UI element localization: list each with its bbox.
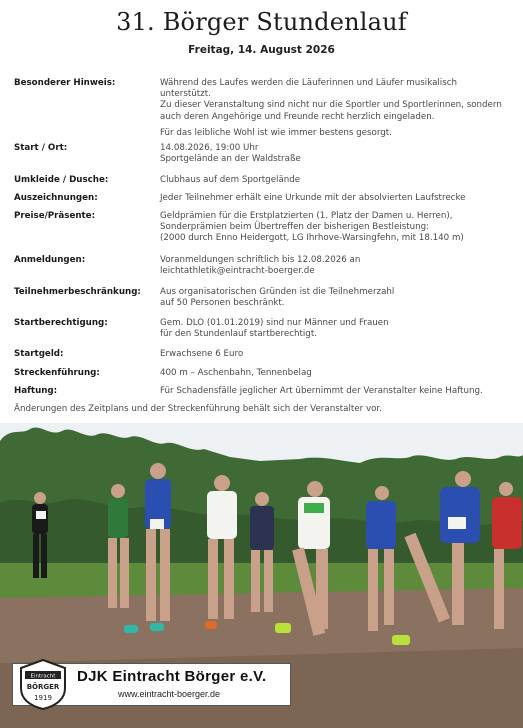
text-line: Gem. DLO (01.01.2019) sind nur Männer und Frauen [160,318,389,328]
info-label: Startberechtigung: [14,318,108,328]
info-value [160,143,510,165]
info-value [160,78,510,139]
info-label: Anmeldungen: [14,255,86,265]
club-logo-icon [17,658,69,710]
text-line: Während des Laufes werden die Läuferinnen und Läufer musikalisch unterstützt. [160,78,458,100]
info-label: Startgeld: [14,349,64,359]
club-banner [12,663,291,706]
info-value [160,368,510,379]
logo-text-top: Eintracht [30,673,56,680]
event-date: Freitag, 14. August 2026 [188,44,335,56]
info-value [160,386,510,397]
text-line: Aus organisatorischen Gründen ist die Teilnehmerzahl [160,287,395,297]
club-name: DJK Eintracht Börger e.V. [77,668,267,685]
logo-text-mid: BÖRGER [26,683,60,691]
text-line: auf 50 Personen beschränkt. [160,298,285,309]
info-value [160,349,510,360]
info-label: Streckenführung: [14,368,100,378]
info-table [14,78,510,404]
text-line: Jeder Teilnehmer erhält eine Urkunde mit der absolvierten Laufstrecke [160,193,466,203]
info-label: Umkleide / Dusche: [14,175,109,185]
info-label: Preise/Präsente: [14,211,96,221]
text-line: leichtathletik@eintracht-boerger.de [160,266,315,277]
info-label: Auszeichnungen: [14,193,98,203]
text-line: Sonderprämien beim Übertreffen der bisherigen Bestleistung: [160,222,430,233]
info-value [160,193,510,204]
info-row-preise [14,211,510,255]
text-line: auch deren Angehörige und Freunde recht herzlich eingeladen. [160,111,435,122]
text-line: 400 m – Aschenbahn, Tennenbelag [160,368,312,378]
text-line: Für Schadensfälle jeglicher Art übernimmt der Veranstalter keine Haftung. [160,386,483,396]
info-row-strecke [14,368,510,386]
info-row-hinweis [14,78,510,143]
info-row-start [14,143,510,175]
text-line: (2000 durch Enno Heidergott, LG Ihrhove-Warsingfehn, mit 18.140 m) [160,233,464,244]
logo-text-year: 1919 [34,694,52,702]
text-line: Für das leibliche Wohl ist wie immer bestens gesorgt. [160,127,392,138]
footnote: Änderungen des Zeitplans und der Streckenführung behält sich der Veranstalter vor. [14,404,382,414]
info-value [160,318,510,340]
text-line: Geldprämien für die Erstplatzierten (1. Platz der Damen u. Herren), [160,211,453,221]
text-line: für den Stundenlauf startberechtigt. [160,329,317,340]
text-line: Erwachsene 6 Euro [160,349,244,359]
info-value [160,287,510,309]
text-line: Voranmeldungen schriftlich bis 12.08.2026 an [160,255,361,265]
info-row-anmeldungen [14,255,510,287]
info-row-startgeld [14,349,510,368]
page-title: 31. Börger Stundenlauf [116,8,407,36]
info-row-umkleide [14,175,510,193]
club-website-link[interactable]: www.eintracht-boerger.de [118,689,221,699]
info-row-haftung [14,386,510,404]
info-label: Teilnehmerbeschränkung: [14,287,141,297]
info-label: Haftung: [14,386,58,396]
info-label: Start / Ort: [14,143,68,153]
info-row-auszeichnungen [14,193,510,211]
text-line: Clubhaus auf dem Sportgelände [160,175,301,185]
text-line: Sportgelände an der Waldstraße [160,154,301,165]
info-row-beschraenkung [14,287,510,318]
info-value [160,175,510,186]
info-label: Besonderer Hinweis: [14,78,116,88]
info-value [160,211,510,245]
info-row-berechtigung [14,318,510,349]
text-line: Zu dieser Veranstaltung sind nicht nur die Sportler und Sportlerinnen, sondern [160,100,502,111]
text-line: 14.08.2026, 19:00 Uhr [160,143,259,153]
info-value [160,255,510,277]
